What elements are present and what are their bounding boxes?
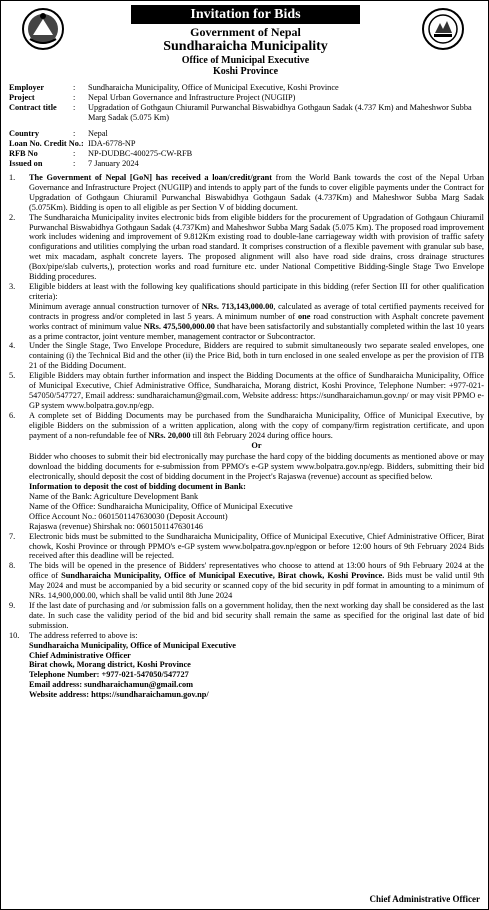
meta-value: Sundharaicha Municipality, Office of Municipal Executive, Koshi Province [88,83,339,92]
government-title: Government of Nepal [190,25,301,39]
meta-key: Loan No. Credit No.: [9,139,84,148]
clause-7: 7. Electronic bids must be submitted to the Sundharaicha Municipality, Office of Municipal Executive, Chief Administrative Officer, Birat chowk, Koshi Province or through PPMO's e-GP system www.bolpatra.gov.np/egpon or before 12:00 hours of 9th February 2024 Bids received after this deadline will be rejected. [9,531,484,561]
deposit-account: Office Account No.: 0601501147630030 (Deposit Account) [29,511,228,521]
clause-10: 10. The address referred to above is: [9,630,138,640]
meta-value: Nepal [88,129,108,138]
address-line: Website address: https://sundharaichamun.gov.np/ [29,690,209,700]
municipality-title: Sundharaicha Municipality [163,39,328,54]
nepal-government-emblem-icon [21,7,65,51]
notice-body [9,173,484,700]
or-separator: Or [251,441,262,451]
invitation-banner: Invitation for Bids [131,5,360,24]
clause-3-qualifications: Minimum average annual construction turnover of NRs. 713,143,000.00, calculated as average of total certified payments received for contracts in progress and/or completed in last 5 years. A minimum number of one road construction with Asphalt concrete pavement works contract of minimum value NRs. 475,500,000.00 that have been satisfactorily and substantially completed within the last 10 years as a prime contractor, joint venture member, management contractor or Subcontractor. [29,301,485,341]
clause-9: 9. If the last date of purchasing and /or submission falls on a government holiday, then the next working day shall be considered as the last date. In such case the validity period of the bid and bid security shall remain the same as specified for the original last date of bid submission. [9,600,484,630]
address-line: Telephone Number: +977-021-547050/547727 [29,670,189,680]
deposit-rajaswa: Rajaswa (revenue) Shirshak no: 0601501147630146 [29,521,203,531]
province-title: Koshi Province [212,66,279,77]
clause-5: 5. Eligible Bidders may obtain further information and inspect the Bidding Documents at the office of Sundharaicha Municipality, Office of Municipal Executive, Chief Administrative Office, Sundharaicha, Morang district, Koshi Province, Telephone Number: +977-021-547050/547727, Email address: sundharaichamun@gmail.com, Website address: https://sundharaichamun.gov.np/ or may visit PPMO e-GP system www.bolpatra.gov.np/egp. [9,371,484,410]
clause-6: 6. A complete set of Bidding Documents may be purchased from the Sundharaicha Municipality, Office of Municipal Executive, by eligible Bidders on the submission of a written application, along with the copy of company/firm registration certificate, and upon payment of a non-refundable fee of NRs. 20,000 till 8th February 2024 during office hours. [9,410,484,440]
meta-key: Country [9,129,39,138]
clause-3: 3. Eligible bidders at least with the following key qualifications should participate in this bidding (refer Section III for other qualification criteria): [9,281,484,301]
deposit-office: Name of the Office: Sundharaicha Municipality, Office of Municipal Executive [29,501,293,511]
meta-value: 7 January 2024 [88,159,139,168]
address-line: Email address: sundharaichamun@gmail.com [29,680,194,690]
meta-key: RFB No [9,149,38,158]
clause-1: 1. The Government of Nepal [GoN] has received a loan/credit/grant from the World Bank towards the cost of the Nepal Urban Governance and Infrastructure Project (NUGIIP) and intends to apply part of the funds to cover eligible payments under the Contract for Upgradation of Gothgaun Chiuramil Purwanchal Biswabidhya Gothgaun Sadak (4.737Km) and Maheshwor Subba Marg Sadak (5.075Km). Bidding is open to all eligible as per Section V of bidding document. [9,173,484,212]
office-title: Office of Municipal Executive [181,55,310,66]
meta-value: Upgradation of Gothgaun Chiuramil Purwanchal Biswabidhya Gothgaun Sadak (4.737 Km) and Maheshwor Subba Marg Sadak (5.075 Km) [88,103,472,122]
clause-8: 8. The bids will be opened in the presence of Bidders' representatives who choose to attend at 13:00 hours of 9th February 2024 at the office of Sundharaicha Municipality, Office of Municipal Executive, Birat chowk, Koshi Province. Bids must be valid until 9th May 2024 and must be accompanied by a bid security or scanned copy of the bid security in pdf format in amounting to a minimum of NRs. 14,900,000.00, which shall be valid until 8th June 2024 [9,561,484,601]
meta-value: Nepal Urban Governance and Infrastructure Project (NUGIIP) [88,93,296,102]
clause-2: 2. The Sundharaicha Municipality invites electronic bids from eligible bidders for the procurement of Upgradation of Gothgaun Chiuramil Purwanchal Biswabidhya Gothgaun Sadak (4.737Km) and Maheshwor Subba Marg Sadak (5.075 Km). The proposed road improvement work includes widening and improvement of 9.812Km existing road to double-lane carriageway width with provision of traffic safety configurations and utilities complying the urban road standard. It comprises construction of a flexible pavement with granular sub base, wet mix macadam, asphalt concrete layers. The proposed alignment will also have road side drains, cross drainage structures (Box/pipe/slab culverts,), protection works and road furniture etc. under National Competitive Bidding-Single Stage Two Envelope Bidding procedures. [9,212,484,282]
clause-4: 4. Under the Single Stage, Two Envelope Procedure, Bidders are required to submit simultaneously two separate sealed envelopes, one containing (i) the Technical Bid and the other (ii) the Price Bid, both in turn enclosed in one sealed envelope as per the provision of ITB 21 of the Bidding Document. [9,341,484,371]
deposit-bank: Name of the Bank: Agriculture Development Bank [29,492,199,501]
electronic-submission-note: Bidder who chooses to submit their bid electronically may purchase the hard copy of the bidding documents as mentioned above or may download the bidding documents for e-submission from PPMO's e-GP system www.bolpatra.gov.np/egp. Bidders, submitting their bid electronically, should deposit the cost of bidding document in the Project's Rajaswa (revenue) account as specified below. [29,452,484,482]
meta-value: IDA-6778-NP [88,139,136,148]
meta-key: Issued on [9,159,43,168]
deposit-heading: Information to deposit the cost of bidding document in Bank: [29,482,246,492]
meta-key: Project [9,93,35,102]
signature-title: Chief Administrative Officer [369,894,480,905]
meta-key: Contract title [9,103,57,112]
meta-value: NP-DUDBC-400275-CW-RFB [88,149,193,158]
address-line: Birat chowk, Morang district, Koshi Province [29,660,191,670]
bid-notice-page: Invitation for Bids Government of Nepal Sundharaicha Municipality Office of Municipal Executive Koshi Province Employer : Sundharaicha Municipality, Office of Municipal Executive, Koshi Province Project : Nepal Urban Governance and Infrastructure Project (NUGIIP) Contract title : Upgradation of Gothgaun Chiuramil Purwanchal Biswabidhya Gothgaun Sadak (4.737 Km) and Maheshwor Subba Marg Sadak (5.075 Km) Country : Nepal Loan No. Credit No.: IDA-6778-NP RFB No : NP-DUDBC-400275-CW-RFB Issued on : 7 January 2024 1. The Government of Nepal [GoN] has received a loan/credit/grant from the World Bank towards the cost of the Nepal Urban Governance and Infrastructure Project (NUGIIP) and intends to apply part of the funds to cover eligible payments under the Contract for Upgradation of Gothgaun Chiuramil Purwanchal Biswabidhya Gothgaun Sadak (4.737Km) and Maheshwor Subba Marg Sadak (5.075Km). Bidding is open to all eligible as per Section V of bidding document. 2. The Sundharaicha Municipality invites electronic bids from eligible bidders for the procurement of Upgradation of Gothgaun Chiuramil Purwanchal Biswabidhya Gothgaun Sadak (4.737Km) and Maheshwor Subba Marg Sadak (5.075 Km). The proposed road improvement work includes widening and improvement of 9.812Km existing road to double-lane carriageway width with provision of traffic safety configurations and utilities complying the urban road standard. It comprises construction of a flexible pavement with granular sub base, wet mix macadam, asphalt concrete layers. The proposed alignment will also have road side drains, cross drainage structures (Box/pipe/slab culverts,), protection works and road furniture etc. under National Competitive Bidding-Single Stage Two Envelope Bidding procedures. 3. Eligible bidders at least with the following key qualifications should participate in this bidding (refer Section III for other qualification criteria): Minimum average annual construction turnover of NRs. 713,143,000.00, calculated as average of total certified payments received for contracts in progress and/or completed in last 5 years. A minimum number of one road construction with Asphalt concrete pavement works contract of minimum value NRs. 475,500,000.00 that have been satisfactorily and substantially completed within the last 10 years as a prime contractor, joint venture member, management contractor or Subcontractor. 4. Under the Single Stage, Two Envelope Procedure, Bidders are required to submit simultaneously two separate sealed envelopes, one containing (i) the Technical Bid and the other (ii) the Price Bid, both in turn enclosed in one sealed envelope as per the provision of ITB 21 of the Bidding Document. 5. Eligible Bidders may obtain further information and inspect the Bidding Documents at the office of Sundharaicha Municipality, Office of Municipal Executive, Chief Administrative Office, Sundharaicha, Morang district, Koshi Province, Telephone Number: +977-021-547050/547727, Email address: sundharaichamun@gmail.com, Website address: https://sundharaichamun.gov.np/ or may visit PPMO e-GP system www.bolpatra.gov.np/egp. 6. A complete set of Bidding Documents may be purchased from the Sundharaicha Municipality, Office of Municipal Executive, by eligible Bidders on the submission of a written application, along with the copy of company/firm registration certificate, and upon payment of a non-refundable fee of NRs. 20,000 till 8th February 2024 during office hours. Or Bidder who chooses to submit their bid electronically may purchase the hard copy of the bidding documents as mentioned above or may download the bidding documents for e-submission from PPMO's e-GP system www.bolpatra.gov.np/egp. Bidders, submitting their bid electronically, should deposit the cost of bidding document in the Project's Rajaswa (revenue) account as specified below. Information to deposit the cost of bidding document in Bank: Name of the Bank: Agriculture Development Bank Name of the Office: Sundharaicha Municipality, Office of Municipal Executive Office Account No.: 0601501147630030 (Deposit Account) Rajaswa (revenue) Shirshak no: 0601501147630146 7. Electronic bids must be submitted to the Sundharaicha Municipality, Office of Municipal Executive, Chief Administrative Officer, Birat chowk, Koshi Province or through PPMO's e-GP system www.bolpatra.gov.np/egpon or before 12:00 hours of 9th February 2024 Bids received after this deadline will be rejected. 8. The bids will be opened in the presence of Bidders' representatives who choose to attend at 13:00 hours of 9th February 2024 at the office of Sundharaicha Municipality, Office of Municipal Executive, Birat chowk, Koshi Province. Bids must be valid until 9th May 2024 and must be accompanied by a bid security or scanned copy of the bid security in pdf format in amounting to a minimum of NRs. 14,900,000.00, which shall be valid until 8th June 2024 9. If the last date of purchasing and /or submission falls on a government holiday, then the next working day shall be considered as the last date. In such case the validity period of the bid and bid security shall remain the same as specified for the original last date of bid submission. 10. The address referred to above is: Sundharaicha Municipality, Office of Municipal Executive Chief Administrative Officer Birat chowk, Morang district, Koshi Province Telephone Number: +977-021-547050/547727 Email address: sundharaichamun@gmail.com Website address: https://sundharaichamun.gov.np/ Chief Administrative Officer [0,0,489,910]
meta-key: Employer [9,83,45,92]
address-line: Chief Administrative Officer [29,650,131,660]
address-line: Sundharaicha Municipality, Office of Municipal Executive [29,640,236,650]
